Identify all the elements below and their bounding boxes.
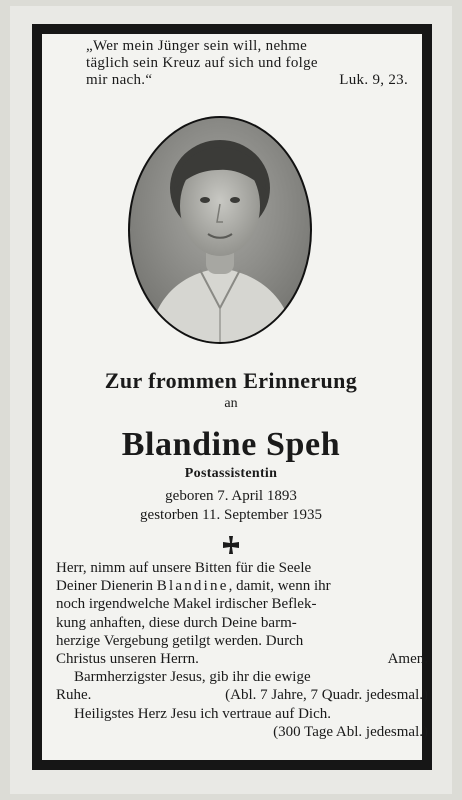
prayer-line (56, 577, 331, 595)
prayer-line: noch irgendwelche Makel irdischer Beflek- (56, 596, 317, 613)
prayer-line: kung anhaften, diese durch Deine barm- (56, 614, 297, 631)
quote-reference: Luk. 9, 23. (339, 72, 408, 88)
prayer-line: Heiligstes Herz Jesu ich vertraue auf Dich. (74, 705, 331, 722)
portrait-oval (128, 116, 312, 344)
indulgence-note: (Abl. 7 Jahre, 7 Quadr. jedesmal.) (225, 687, 428, 704)
cross-icon (221, 535, 241, 555)
prayer-line: Barmherzigster Jesus, gib ihr die ewige (74, 669, 311, 686)
death-date: gestorben 11. September 1935 (140, 507, 322, 523)
memorial-preposition: an (224, 396, 238, 411)
indulgence-note: (300 Tage Abl. jedesmal.) (273, 723, 428, 740)
deceased-occupation: Postassistentin (184, 466, 278, 481)
quote-line-3: mir nach.“ (86, 72, 153, 88)
deceased-name: Blandine Speh (121, 426, 341, 463)
quote-line-1: „Wer mein Jünger sein will, nehme (86, 38, 308, 54)
bible-quote (86, 38, 408, 89)
prayer-text (56, 559, 428, 741)
prayer-amen: Amen. (387, 651, 428, 668)
memorial-card (10, 6, 452, 794)
memorial-heading: Zur frommen Erinnerung (104, 368, 358, 393)
quote-line-2: täglich sein Kreuz auf sich und folge (86, 55, 318, 71)
prayer-line: herzige Vergebung getilgt werden. Durch (56, 632, 304, 649)
prayer-line: Herr, nimm auf unsere Bitten für die Seele (56, 560, 312, 576)
prayer-line: Christus unseren Herrn. (56, 651, 199, 668)
prayer-line: Ruhe. (56, 687, 92, 704)
birth-date: geboren 7. April 1893 (165, 488, 297, 504)
prayer-name-spaced: Blandine (156, 578, 229, 595)
prayer-text-fragment: , damit, wenn ihr (228, 578, 331, 595)
portrait-photo (130, 118, 310, 342)
prayer-text-fragment: Deiner Dienerin (56, 578, 157, 595)
